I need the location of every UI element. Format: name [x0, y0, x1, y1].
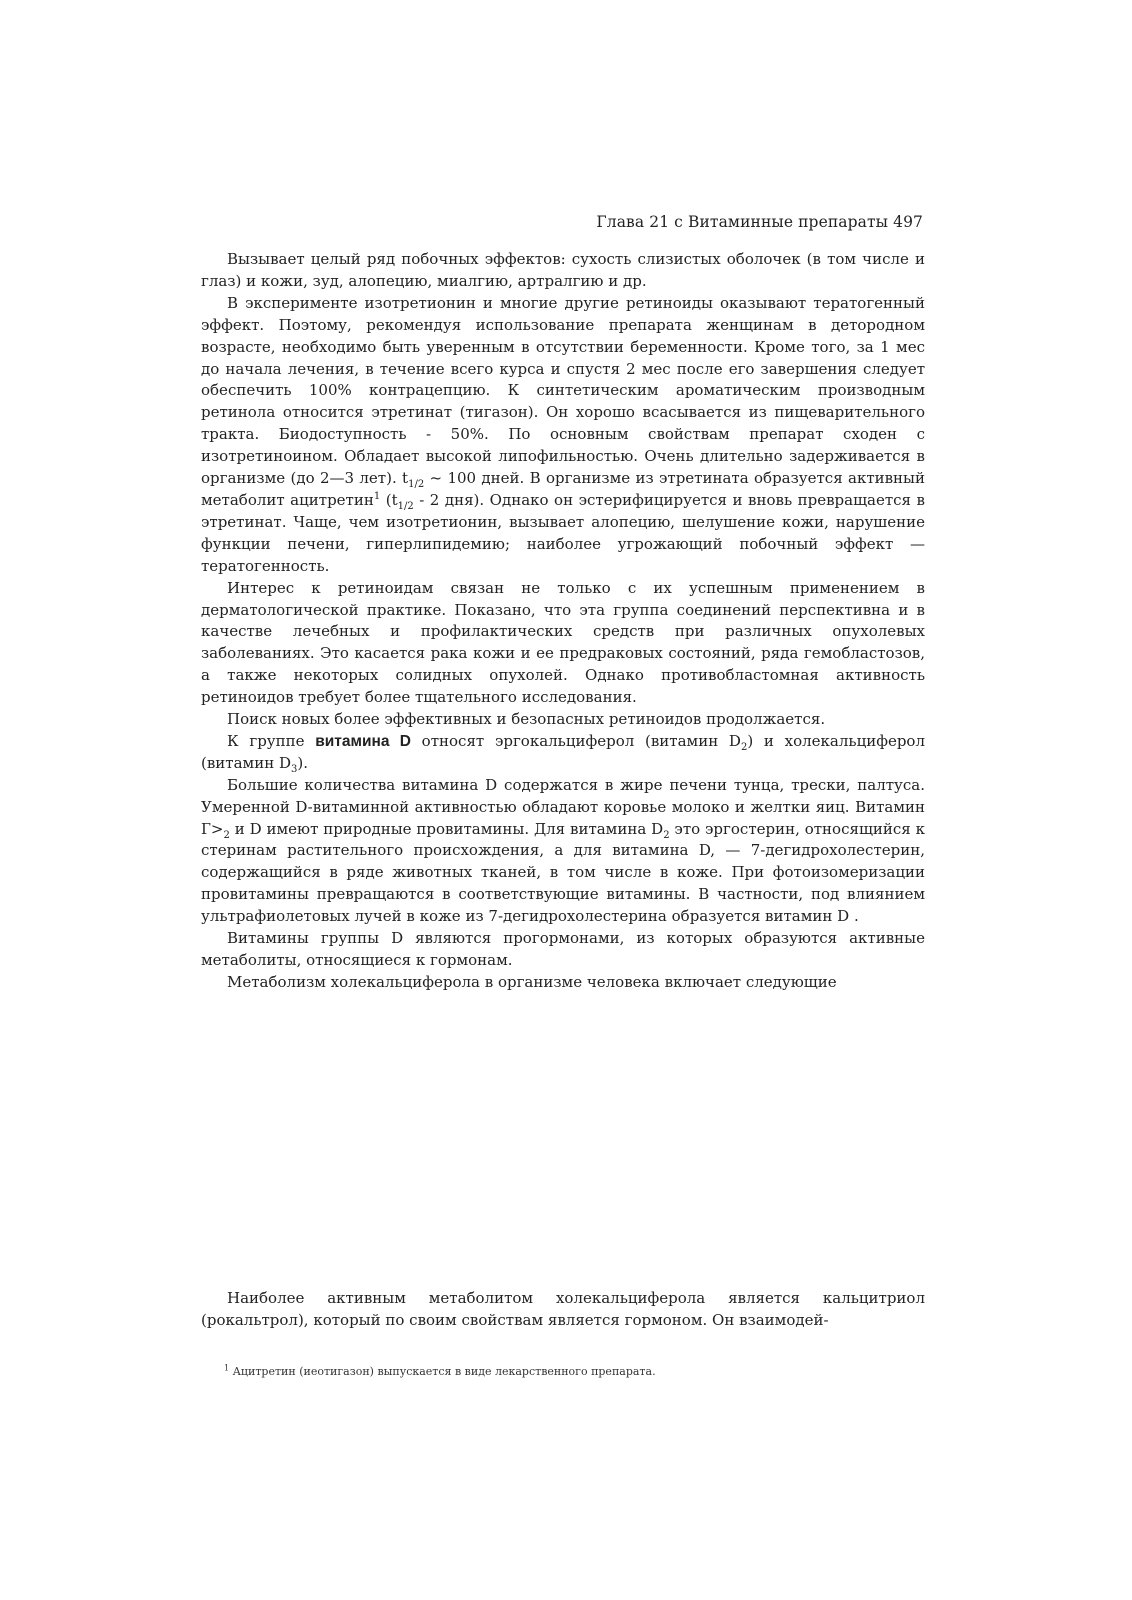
subscript: 1/2: [408, 479, 425, 491]
text-run: ) и холекальциферол (витамин D: [201, 731, 925, 772]
text-run: - 2 дня). Однако он эстерифицируется и вновь превращается в этретинат. Чаще, чем изотретионин, вызывает алопецию, шелушение кожи, нарушение функции печени, гиперлипидемию; наиболее угрожающий побочный эффект — тератогенность.: [201, 490, 925, 575]
footnote-text: Ацитретин (иеотигазон) выпускается в виде лекарственного препарата.: [229, 1365, 656, 1378]
paragraph-calcitriol: Наиболее активным метаболитом холекальциферола является кальцитриол (рокальтрол), который по своим свойствам является гормоном. Он взаимодей-: [201, 1289, 925, 1329]
main-text-block: [201, 249, 925, 994]
footnote: [224, 1365, 656, 1378]
bold-term: витамина D: [315, 732, 411, 750]
subscript: 1/2: [397, 500, 414, 512]
subscript: 2: [663, 829, 670, 841]
paragraph-side-effects: Вызывает целый ряд побочных эффектов: сухость слизистых оболочек (в том числе и глаз) и кожи, зуд, алопецию, миалгию, артралгию и др.: [201, 250, 925, 290]
text-run: это эргостерин, относящийся к стеринам растительного происхождения, а для витамина D, — 7-дегидрохолестерин, содержащийся в ряде животных тканей, в том числе в коже. При фотоизомеризации провитамины превращаются в соответствующие витамины. В частности, под влиянием ультрафиолетовых лучей в коже из 7-дегидрохолестерина образуется витамин D .: [201, 819, 925, 926]
text-run: ~ 100 дней. В организме из этретината образуется активный метаболит ацитретин: [201, 469, 925, 509]
text-run: В эксперименте изотретионин и многие другие ретиноиды оказывают тератогенный эффект. Поэтому, рекомендуя использование препарата женщинам в детородном возрасте, необходимо быть уверенным в отсутствии беременности. Кроме того, за 1 мес до начала лечения, в течение всего курса и спустя 2 мес после его завершения следует обеспечить 100% контрацепцию. К синтетическим ароматическим производным ретинола относится этретинат (тигазон). Он хорошо всасывается из пищеварительного тракта. Биодоступность - 50%. По основным свойствам препарат сходен с изотретиноином. Обладает высокой липофильностью. Очень длительно задерживается в организме (до 2—3 лет). t: [201, 293, 925, 488]
paragraph-search: Поиск новых более эффективных и безопасных ретиноидов продолжается.: [227, 710, 826, 729]
paragraph-isotretinoin: [201, 293, 925, 578]
footnote-ref: 1: [373, 490, 381, 502]
paragraph-retinoid-interest: Интерес к ретиноидам связан не только с их успешным применением в дерматологической практике. Показано, что эта группа соединений перспективна и в качестве лечебных и профилактических средств при различных опухолевых заболеваниях. Это касается рака кожи и ее предраковых состояний, ряда гемобластозов, а также некоторых солидных опухолей. Однако противобластомная активность ретиноидов требует более тщательного исследования.: [201, 578, 925, 707]
paragraph-prohormones: Витамины группы D являются прогормонами, из которых образуются активные метаболиты, относящиеся к гормонам.: [201, 929, 925, 969]
text-run: и D имеют природные провитамины. Для витамина D: [229, 819, 664, 838]
subscript: 2: [223, 829, 230, 841]
paragraph-metabolism: Метаболизм холекальциферола в организме человека включает следующие: [227, 972, 837, 991]
running-header: Глава 21 с Витаминные препараты 497: [596, 213, 923, 231]
text-run: ).: [297, 753, 308, 772]
text-run: Большие количества витамина D содержатся в жире печени тунца, трески, палтуса. Умеренной D-витаминной активностью обладают коровье молоко и желтки яиц. Витамин Г>: [201, 775, 925, 838]
text-run: К группе: [227, 731, 316, 750]
subscript: 2: [740, 741, 748, 753]
text-run: относят эргокальциферол (витамин D: [410, 731, 741, 750]
paragraph-vitamin-d-group: [201, 731, 925, 775]
footnote-mark: 1: [224, 1363, 230, 1373]
continuation-text-block: [201, 1288, 925, 1332]
text-run: (t: [380, 490, 398, 509]
paragraph-vitamin-d-sources: [201, 775, 925, 928]
subscript: 3: [291, 763, 298, 775]
